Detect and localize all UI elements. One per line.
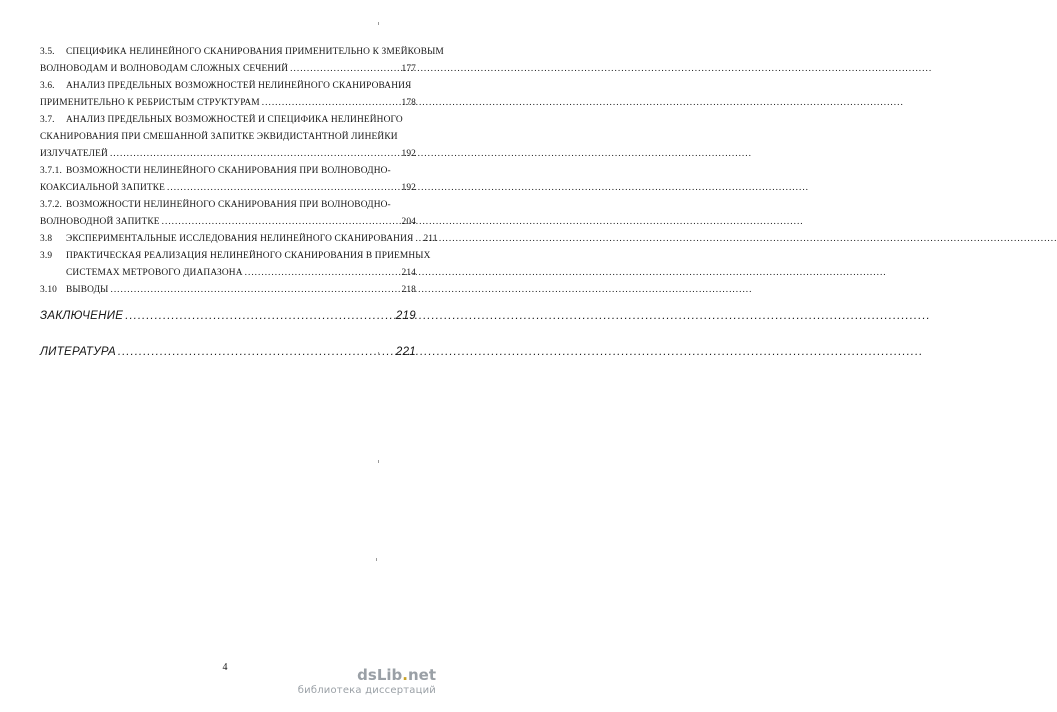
- table-of-contents: [40, 44, 444, 363]
- toc-entry-literature[interactable]: [40, 341, 416, 363]
- dot-leader: [415, 231, 421, 248]
- scan-mark: [378, 352, 379, 355]
- toc-entry-3-7-2[interactable]: [40, 197, 416, 231]
- toc-entry-3-9[interactable]: [40, 248, 431, 282]
- page-reference: 214: [401, 268, 416, 278]
- dot-leader: [125, 305, 394, 327]
- toc-entry-3-8[interactable]: [40, 231, 438, 248]
- dot-leader: [290, 61, 399, 78]
- entry-title: АНАЛИЗ ПРЕДЕЛЬНЫХ ВОЗМОЖНОСТЕЙ НЕЛИНЕЙНОГО СКАНИРОВАНИЯ: [66, 81, 412, 91]
- entry-title: СПЕЦИФИКА НЕЛИНЕЙНОГО СКАНИРОВАНИЯ ПРИМЕНИТЕЛЬНО К ЗМЕЙКОВЫМ: [66, 47, 444, 57]
- document-page: [0, 0, 450, 712]
- entry-title-continued: СИСТЕМАХ МЕТРОВОГО ДИАПАЗОНА: [66, 268, 243, 278]
- section-number: 3.7.: [40, 115, 55, 125]
- page-reference: 211: [423, 234, 438, 244]
- entry-title-continued: ВОЛНОВОДНОЙ ЗАПИТКЕ: [40, 217, 160, 227]
- page-reference: 218: [401, 285, 416, 295]
- entry-title: ВОЗМОЖНОСТИ НЕЛИНЕЙНОГО СКАНИРОВАНИЯ ПРИ ВОЛНОВОДНО-: [66, 166, 391, 176]
- page-reference: 221: [395, 346, 416, 358]
- section-number: 3.10: [40, 285, 58, 295]
- dot-leader: [262, 95, 400, 112]
- entry-title: ПРАКТИЧЕСКАЯ РЕАЛИЗАЦИЯ НЕЛИНЕЙНОГО СКАНИРОВАНИЯ В ПРИЕМНЫХ: [66, 251, 431, 261]
- entry-title-continued: ПРИМЕНИТЕЛЬНО К РЕБРИСТЫМ СТРУКТУРАМ: [40, 98, 260, 108]
- dot-leader: [110, 282, 399, 299]
- section-number: 3.5.: [40, 47, 55, 57]
- page-reference: 192: [401, 183, 416, 193]
- entry-title: ЛИТЕРАТУРА: [40, 346, 116, 358]
- section-number: 3.7.2.: [40, 200, 62, 210]
- section-number: 3.6.: [40, 81, 55, 91]
- entry-title-continued: ИЗЛУЧАТЕЛЕЙ: [40, 149, 108, 159]
- entry-title: ВЫВОДЫ: [66, 285, 109, 295]
- page-reference: 177: [401, 64, 416, 74]
- dot-leader: [167, 180, 399, 197]
- page-reference: 192: [401, 149, 416, 159]
- watermark-brand: dsLib.net: [357, 666, 436, 684]
- scan-mark: [378, 22, 379, 25]
- section-number: 3.9: [40, 251, 53, 261]
- section-number: 3.7.1.: [40, 166, 62, 176]
- dot-leader: [245, 265, 400, 282]
- scan-mark: [376, 558, 377, 561]
- entry-title: АНАЛИЗ ПРЕДЕЛЬНЫХ ВОЗМОЖНОСТЕЙ И СПЕЦИФИКА НЕЛИНЕЙНОГО: [66, 115, 403, 125]
- toc-entry-conclusion[interactable]: [40, 305, 416, 327]
- entry-title-continued: КОАКСИАЛЬНОЙ ЗАПИТКЕ: [40, 183, 166, 193]
- watermark-logo: [298, 666, 436, 698]
- toc-entry-3-7[interactable]: [40, 112, 416, 163]
- toc-entry-3-5[interactable]: [40, 44, 444, 78]
- toc-entry-3-6[interactable]: [40, 78, 416, 112]
- dot-leader: [110, 146, 400, 163]
- page-reference: 178: [401, 98, 416, 108]
- page-number: 4: [222, 662, 228, 673]
- section-number: 3.8: [40, 234, 53, 244]
- toc-entry-3-10[interactable]: [40, 282, 416, 299]
- entry-title-continued: ВОЛНОВОДАМ И ВОЛНОВОДАМ СЛОЖНЫХ СЕЧЕНИЙ: [40, 64, 289, 74]
- toc-entry-3-7-1[interactable]: [40, 163, 416, 197]
- page-reference: 204: [401, 217, 416, 227]
- scan-mark: [378, 460, 379, 463]
- dot-leader: [162, 214, 400, 231]
- page-reference: 219: [395, 310, 416, 322]
- entry-title: ЭКСПЕРИМЕНТАЛЬНЫЕ ИССЛЕДОВАНИЯ НЕЛИНЕЙНОГО СКАНИРОВАНИЯ: [66, 234, 414, 244]
- dot-leader: [118, 341, 394, 363]
- entry-title: ЗАКЛЮЧЕНИЕ: [40, 310, 124, 322]
- entry-title-continued: СКАНИРОВАНИЯ ПРИ СМЕШАННОЙ ЗАПИТКЕ ЭКВИДИСТАНТНОЙ ЛИНЕЙКИ: [40, 132, 398, 142]
- entry-title: ВОЗМОЖНОСТИ НЕЛИНЕЙНОГО СКАНИРОВАНИЯ ПРИ ВОЛНОВОДНО-: [66, 200, 391, 210]
- watermark-subtitle: библиотека диссертаций: [297, 685, 436, 696]
